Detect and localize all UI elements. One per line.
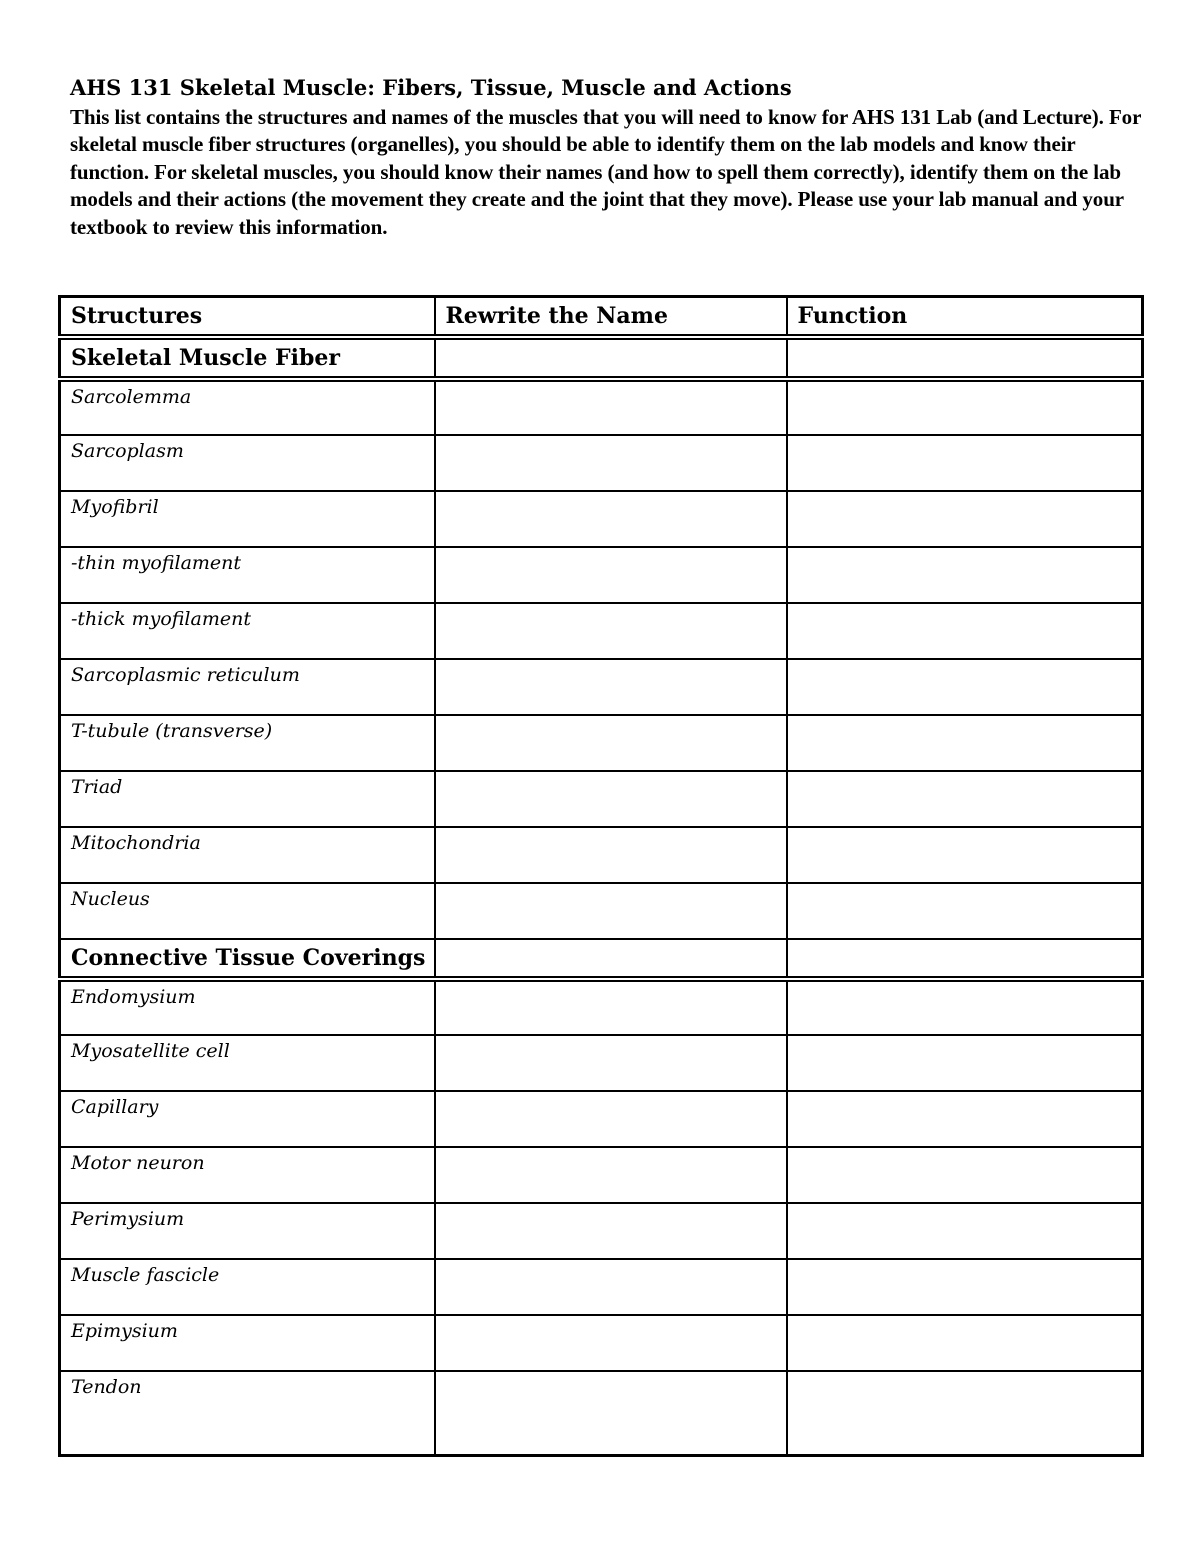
table-row [60, 603, 1143, 659]
section-function-cell [787, 337, 1143, 379]
structure-name: Myosatellite cell [60, 1035, 435, 1091]
function-cell[interactable] [787, 827, 1143, 883]
structure-name: Epimysium [60, 1315, 435, 1371]
table-row [60, 1315, 1143, 1371]
function-cell[interactable] [787, 1035, 1143, 1091]
section-row [60, 939, 1143, 979]
table-row [60, 1147, 1143, 1203]
table-row [60, 435, 1143, 491]
rewrite-name-cell[interactable] [435, 979, 787, 1035]
structure-name: Triad [60, 771, 435, 827]
table-row [60, 827, 1143, 883]
rewrite-name-cell[interactable] [435, 1259, 787, 1315]
rewrite-name-cell[interactable] [435, 1371, 787, 1455]
rewrite-name-cell[interactable] [435, 491, 787, 547]
header-structures: Structures [60, 297, 435, 338]
function-cell[interactable] [787, 379, 1143, 435]
function-cell[interactable] [787, 491, 1143, 547]
structure-name: Mitochondria [60, 827, 435, 883]
structure-name: -thin myofilament [60, 547, 435, 603]
structure-name: Capillary [60, 1091, 435, 1147]
table-row [60, 1091, 1143, 1147]
function-cell[interactable] [787, 715, 1143, 771]
document-intro: This list contains the structures and names of the muscles that you will need to know for AHS 131 Lab (and Lecture). For skeletal muscle fiber structures (organelles), you should be able to identify them on the lab models and know their function. For skeletal muscles, you should know their names (and how to spell them correctly), identify them on the lab models and their actions (the movement they create and the joint that they move). Please use your lab manual and your textbook to review this information. [70, 105, 1141, 239]
structure-name: -thick myofilament [60, 603, 435, 659]
function-cell[interactable] [787, 979, 1143, 1035]
document-title: AHS 131 Skeletal Muscle: Fibers, Tissue, Muscle and Actions [70, 75, 792, 100]
function-cell[interactable] [787, 1091, 1143, 1147]
section-title: Skeletal Muscle Fiber [60, 337, 435, 379]
section-rewrite-cell [435, 337, 787, 379]
table-row [60, 771, 1143, 827]
structure-name: Sarcolemma [60, 379, 435, 435]
function-cell[interactable] [787, 883, 1143, 939]
structure-name: T-tubule (transverse) [60, 715, 435, 771]
rewrite-name-cell[interactable] [435, 1091, 787, 1147]
structure-name: Nucleus [60, 883, 435, 939]
rewrite-name-cell[interactable] [435, 1315, 787, 1371]
table-header-row [60, 297, 1143, 338]
section-title: Connective Tissue Coverings [60, 939, 435, 979]
rewrite-name-cell[interactable] [435, 603, 787, 659]
rewrite-name-cell[interactable] [435, 435, 787, 491]
document-heading [70, 72, 1150, 241]
table-row [60, 883, 1143, 939]
function-cell[interactable] [787, 547, 1143, 603]
structure-name: Motor neuron [60, 1147, 435, 1203]
table-row [60, 979, 1143, 1035]
section-function-cell [787, 939, 1143, 979]
rewrite-name-cell[interactable] [435, 379, 787, 435]
table-row [60, 1035, 1143, 1091]
table-row [60, 379, 1143, 435]
table-row [60, 491, 1143, 547]
rewrite-name-cell[interactable] [435, 659, 787, 715]
function-cell[interactable] [787, 1371, 1143, 1455]
function-cell[interactable] [787, 603, 1143, 659]
rewrite-name-cell[interactable] [435, 883, 787, 939]
function-cell[interactable] [787, 1203, 1143, 1259]
table-row [60, 1203, 1143, 1259]
worksheet-table-body [60, 297, 1143, 1456]
table-row [60, 547, 1143, 603]
structure-name: Sarcoplasmic reticulum [60, 659, 435, 715]
table-row [60, 1259, 1143, 1315]
structure-name: Perimysium [60, 1203, 435, 1259]
rewrite-name-cell[interactable] [435, 1203, 787, 1259]
header-function: Function [787, 297, 1143, 338]
function-cell[interactable] [787, 1259, 1143, 1315]
rewrite-name-cell[interactable] [435, 771, 787, 827]
function-cell[interactable] [787, 659, 1143, 715]
structure-name: Myofibril [60, 491, 435, 547]
rewrite-name-cell[interactable] [435, 547, 787, 603]
rewrite-name-cell[interactable] [435, 1035, 787, 1091]
structure-name: Muscle fascicle [60, 1259, 435, 1315]
function-cell[interactable] [787, 1147, 1143, 1203]
table-row [60, 659, 1143, 715]
structure-name: Sarcoplasm [60, 435, 435, 491]
section-rewrite-cell [435, 939, 787, 979]
structure-name: Endomysium [60, 979, 435, 1035]
header-rewrite-name: Rewrite the Name [435, 297, 787, 338]
table-row [60, 715, 1143, 771]
structure-name: Tendon [60, 1371, 435, 1455]
worksheet-table [58, 295, 1144, 1457]
function-cell[interactable] [787, 435, 1143, 491]
section-row [60, 337, 1143, 379]
rewrite-name-cell[interactable] [435, 715, 787, 771]
rewrite-name-cell[interactable] [435, 1147, 787, 1203]
rewrite-name-cell[interactable] [435, 827, 787, 883]
function-cell[interactable] [787, 1315, 1143, 1371]
function-cell[interactable] [787, 771, 1143, 827]
table-row [60, 1371, 1143, 1455]
